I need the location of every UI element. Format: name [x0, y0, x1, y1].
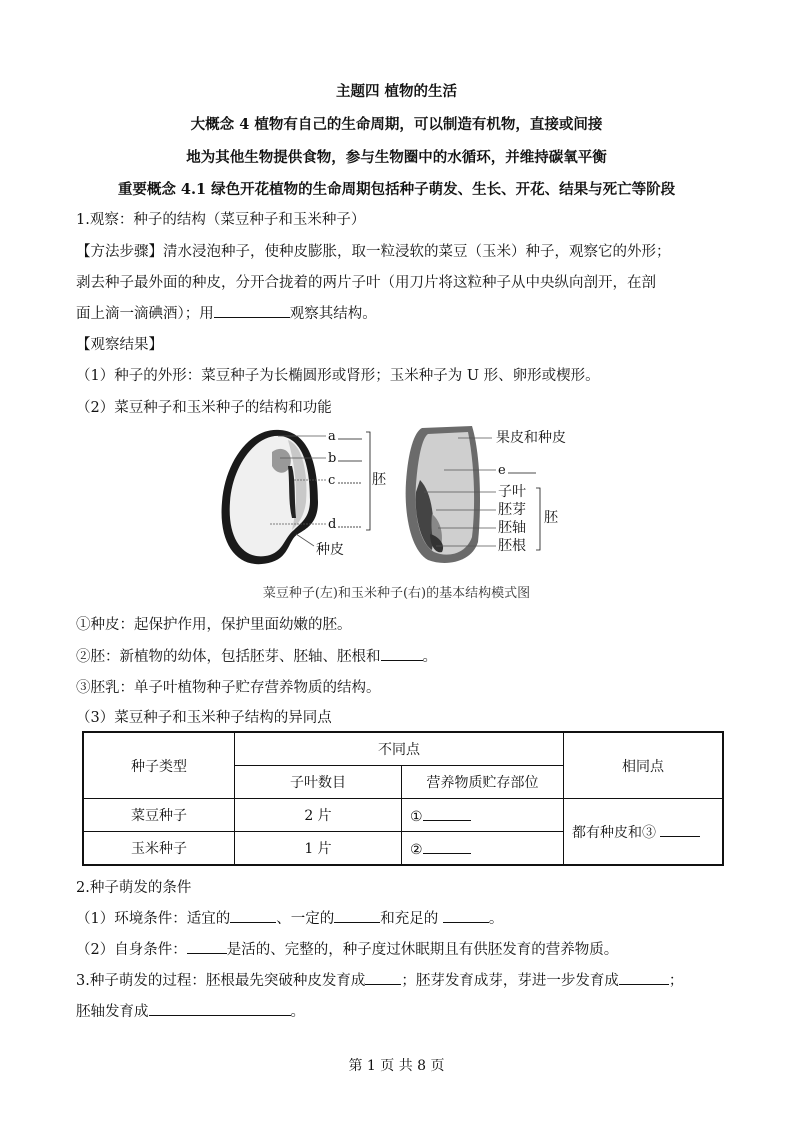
corn-embryo-label: 胚 — [544, 510, 558, 526]
result1: （1）种子的外形：菜豆种子为长椭圆形或肾形；玉米种子为 U 形、卵形或楔形。 — [76, 368, 600, 384]
corn-part-plumule: 胚芽 — [498, 502, 526, 518]
big-concept-line1: 大概念 4 植物有自己的生命周期，可以制造有机物，直接或间接 — [190, 116, 603, 133]
cell-corn-count: 1 片 — [235, 832, 402, 866]
blank-env-2 — [334, 908, 380, 923]
process-line2 — [76, 1000, 305, 1021]
big-concept-line2: 地为其他生物提供食物，参与生物圈中的水循环，并维持碳氧平衡 — [186, 149, 607, 166]
blank-storage-2 — [423, 839, 471, 854]
important-concept: 重要概念 4.1 绿色开花植物的生命周期包括种子萌发、生长、开花、结果与死亡等阶段 — [117, 181, 676, 198]
cell-bean-storage-mark: ① — [410, 808, 423, 825]
blank-storage-1 — [423, 806, 471, 821]
process-a: 3.种子萌发的过程：胚根最先突破种皮发育成 — [76, 973, 366, 989]
cell-bean-name: 菜豆种子 — [83, 799, 235, 832]
corn-part-radicle: 胚根 — [498, 538, 526, 554]
cell-corn-storage-mark: ② — [410, 841, 423, 858]
cell-bean-count: 2 片 — [235, 799, 402, 832]
cell-common-text: 都有种皮和③ — [572, 824, 656, 841]
bean-label-c: c — [328, 473, 336, 488]
bean-label-b: b — [328, 451, 337, 466]
env-d: 。 — [488, 911, 504, 927]
bean-seed-drawing — [222, 430, 318, 564]
section2-title: 2.种子萌发的条件 — [76, 880, 192, 896]
cell-corn-storage — [402, 832, 564, 866]
blank-env-1 — [230, 908, 276, 923]
env-conditions — [76, 907, 503, 928]
self-b: 是活的、完整的，种子度过休眠期且有供胚发育的营养物质。 — [226, 942, 619, 958]
bean-seedcoat-label: 种皮 — [316, 542, 344, 558]
env-b: 、一定的 — [276, 911, 335, 927]
corn-label-e: e — [498, 463, 506, 478]
cell-corn-name: 玉米种子 — [83, 832, 235, 866]
result2: （2）菜豆种子和玉米种子的结构和功能 — [76, 400, 332, 416]
self-conditions — [76, 938, 618, 959]
blank-self — [187, 939, 227, 954]
cell-bean-storage — [402, 799, 564, 832]
corn-pericarp-label: 果皮和种皮 — [496, 430, 566, 446]
process-c: ； — [668, 973, 684, 989]
cell-common — [564, 799, 724, 866]
blank-env-3 — [443, 908, 489, 923]
blank-bud — [619, 970, 669, 985]
method-line3-a: 面上滴一滴碘酒）；用 — [76, 306, 214, 322]
method-line3-b: 观察其结构。 — [289, 306, 377, 322]
method-line1: 【方法步骤】清水浸泡种子，使种皮膨胀，取一粒浸软的菜豆（玉米）种子，观察它的外形； — [76, 244, 671, 260]
self-a: （2）自身条件： — [76, 942, 187, 958]
result3: （3）菜豆种子和玉米种子结构的异同点 — [76, 710, 332, 726]
item-seed-coat: ①种皮：起保护作用，保护里面幼嫩的胚。 — [76, 617, 352, 633]
corn-part-cotyledon: 子叶 — [498, 484, 526, 500]
page-number: 第 1 页 共 8 页 — [348, 1058, 445, 1074]
th-storage-part: 营养物质贮存部位 — [402, 766, 564, 799]
blank-common-3 — [660, 822, 700, 837]
figure-caption: 菜豆种子(左)和玉米种子(右)的基本结构模式图 — [262, 586, 531, 601]
corn-seed-drawing — [406, 426, 480, 563]
blank-tool — [214, 303, 290, 318]
comparison-table — [82, 731, 724, 866]
blank-embryo-part — [381, 646, 423, 661]
process-e: 。 — [290, 1004, 305, 1020]
corn-part-hypocotyl: 胚轴 — [498, 520, 526, 536]
th-cotyledon-count: 子叶数目 — [235, 766, 402, 799]
method-line3 — [76, 302, 377, 323]
bean-label-d: d — [328, 517, 337, 532]
bean-embryo-label: 胚 — [372, 472, 386, 488]
seed-structure-figure — [210, 422, 590, 606]
process-line1 — [76, 969, 683, 990]
results-head: 【观察结果】 — [76, 337, 163, 353]
table-row — [83, 799, 723, 832]
item-embryo — [76, 645, 437, 666]
item-embryo-b: 。 — [422, 649, 437, 665]
th-seed-type: 种子类型 — [83, 732, 235, 799]
th-similarities: 相同点 — [564, 732, 724, 799]
method-line2: 剥去种子最外面的种皮，分开合拢着的两片子叶（用刀片将这粒种子从中央纵向剖开，在剖 — [76, 275, 656, 291]
item-endosperm: ③胚乳：单子叶植物种子贮存营养物质的结构。 — [76, 680, 381, 696]
th-differences: 不同点 — [235, 732, 564, 766]
process-d: 胚轴发育成 — [76, 1004, 149, 1020]
blank-radicle — [365, 970, 401, 985]
env-c: 和充足的 — [380, 911, 439, 927]
section1-title: 1.观察：种子的结构（菜豆种子和玉米种子） — [76, 212, 366, 228]
item-embryo-a: ②胚：新植物的幼体，包括胚芽、胚轴、胚根和 — [76, 649, 381, 665]
bean-label-a: a — [328, 429, 336, 444]
topic-title: 主题四 植物的生活 — [335, 83, 458, 100]
blank-hypocotyl — [149, 1001, 291, 1016]
env-a: （1）环境条件：适宜的 — [76, 911, 231, 927]
process-b: ；胚芽发育成芽，芽进一步发育成 — [401, 973, 619, 989]
